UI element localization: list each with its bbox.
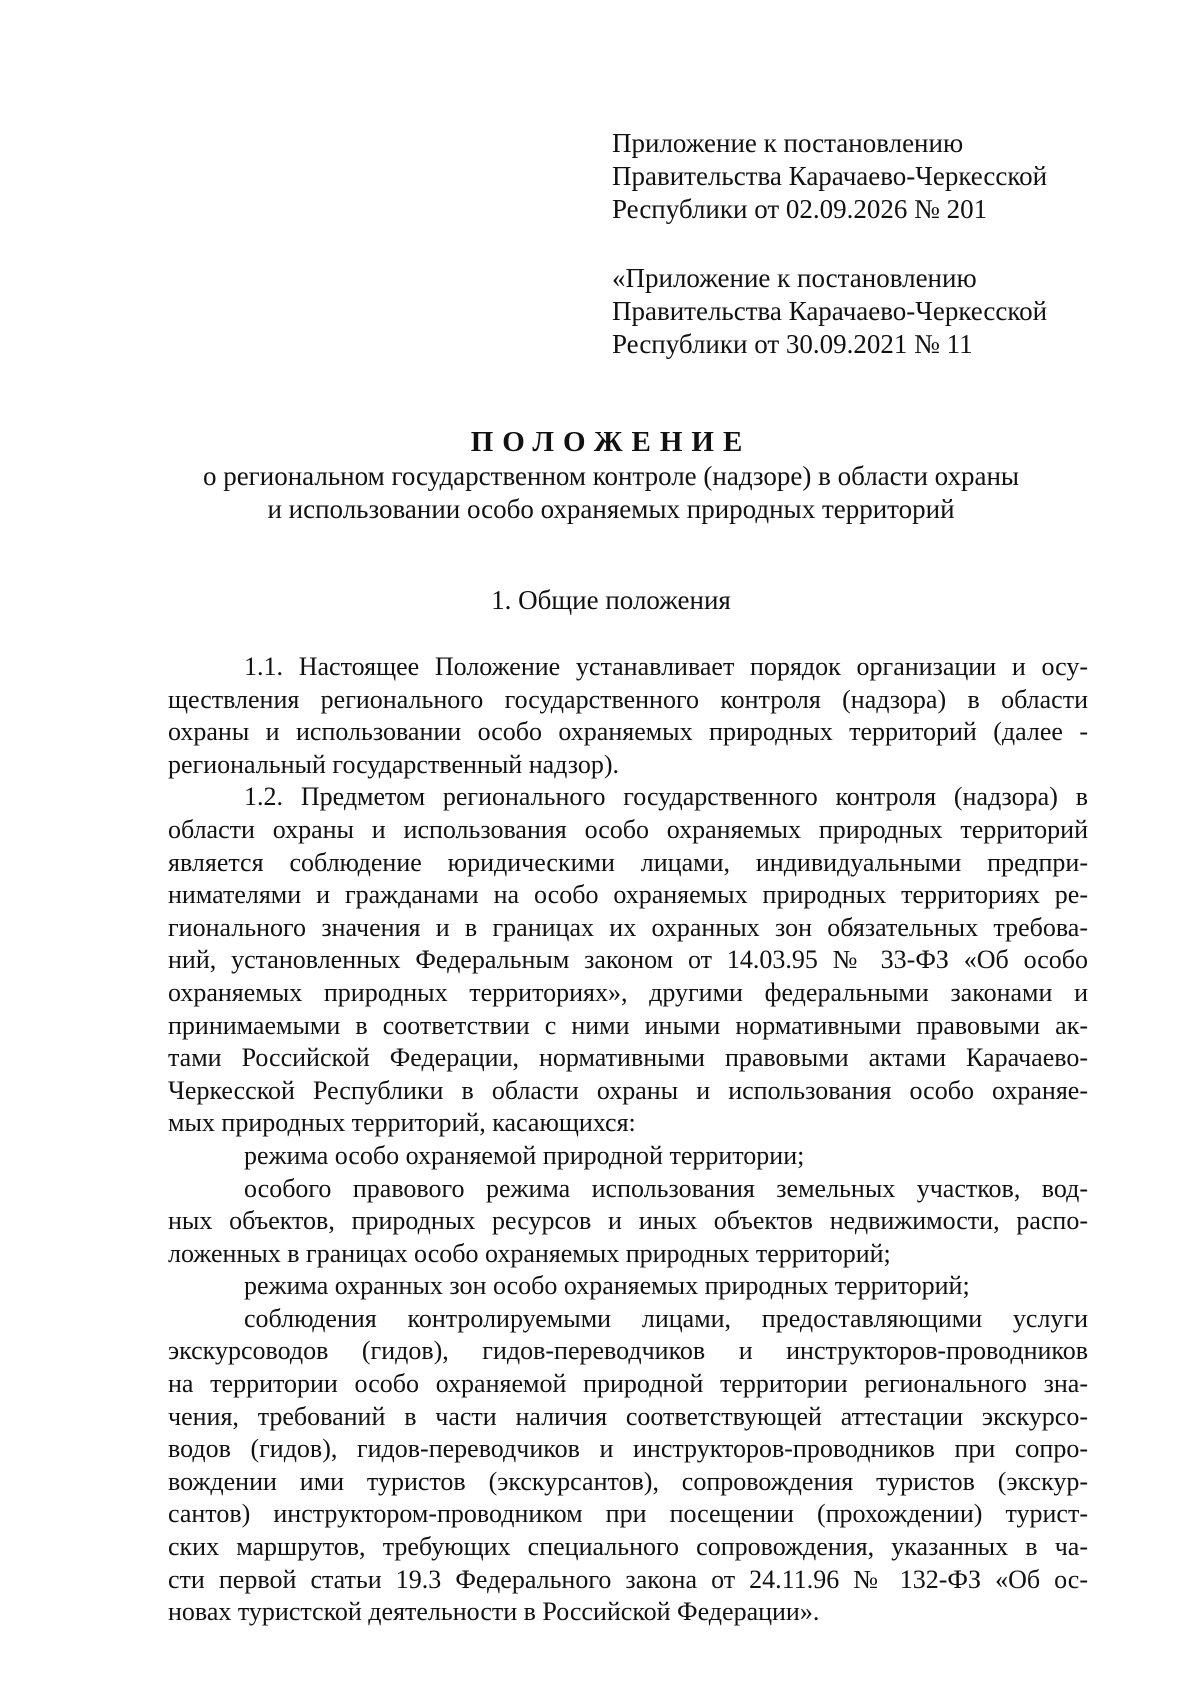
attachment-line: Правительства Карачаево-Черкесской [612, 296, 1048, 326]
body-line: вождении ими туристов (экскурсантов), сопровождения туристов (экскур- [168, 1466, 1088, 1496]
body-line: соблюдения контролируемыми лицами, предоставляющими услуги [244, 1303, 1088, 1333]
body-line: особого правового режима использования земельных участков, вод- [244, 1173, 1088, 1203]
body-line: режима охранных зон особо охраняемых природных территорий; [244, 1271, 970, 1301]
document-title: ПОЛОЖЕНИЕ [470, 426, 752, 458]
body-line: чения, требований в части наличия соответствующей аттестации экскурсо- [168, 1401, 1088, 1431]
attachment-note-current [612, 127, 1047, 226]
body-line: нимателями и гражданами на особо охраняемых природных территориях ре- [168, 880, 1088, 910]
document-title-block [150, 424, 1072, 526]
body-line: региональный государственный надзор). [168, 749, 619, 779]
attachment-line: Республики от 30.09.2021 № 11 [612, 329, 973, 359]
attachment-line: Правительства Карачаево-Черкесской [612, 161, 1048, 191]
attachment-line: «Приложение к постановлению [612, 263, 977, 293]
attachment-note-previous [612, 262, 1047, 361]
body-line: сантов) инструктором-проводником при посещении (прохождении) турист- [168, 1499, 1088, 1529]
body-line: на территории особо охраняемой природной территории регионального зна- [168, 1369, 1088, 1399]
section-body [168, 651, 1088, 1629]
body-line: 1.1. Настоящее Положение устанавливает порядок организации и осу- [244, 652, 1088, 681]
subtitle-line: о региональном государственном контроле (надзоре) в области охраны [202, 461, 1020, 491]
body-line: экскурсоводов (гидов), гидов-переводчиков и инструкторов-проводников [168, 1336, 1088, 1366]
body-line: принимаемыми в соответствии с ними иными нормативными правовыми ак- [168, 1010, 1088, 1040]
attachment-line: Республики от 02.09.2026 № 201 [612, 194, 988, 224]
body-line: ложенных в границах особо охраняемых природных территорий; [168, 1238, 891, 1268]
subtitle-line: и использовании особо охраняемых природных территорий [267, 494, 955, 524]
attachment-line: Приложение к постановлению [612, 128, 964, 158]
body-line: охраны и использовании особо охраняемых природных территорий (далее - [168, 717, 1088, 747]
body-line: является соблюдение юридическими лицами, индивидуальными предпри- [168, 847, 1088, 877]
body-line: мых природных территорий, касающихся: [168, 1108, 636, 1138]
body-line: области охраны и использования особо охраняемых природных территорий [168, 814, 1088, 844]
body-line: водов (гидов), гидов-переводчиков и инструкторов-проводников при сопро- [168, 1434, 1088, 1464]
body-line: гионального значения и в границах их охранных зон обязательных требова- [168, 912, 1088, 942]
body-line: новах туристской деятельности в Российской Федерации». [168, 1597, 820, 1627]
body-line: режима особо охраняемой природной территории; [244, 1140, 805, 1170]
body-line: ний, установленных Федеральным законом от 14.03.95 № 33-ФЗ «Об особо [168, 945, 1088, 975]
body-line: Черкесской Республики в области охраны и использования особо охраняе- [168, 1075, 1088, 1105]
section-heading: 1. Общие положения [491, 585, 731, 615]
document-subtitle [150, 460, 1072, 526]
body-line: ществления регионального государственного контроля (надзора) в области [168, 684, 1088, 714]
body-line: тами Российской Федерации, нормативными правовыми актами Карачаево- [168, 1043, 1088, 1073]
body-line: сти первой статьи 19.3 Федерального закона от 24.11.96 № 132-ФЗ «Об ос- [168, 1564, 1088, 1594]
body-line: 1.2. Предметом регионального государственного контроля (надзора) в [244, 782, 1088, 812]
body-line: ских маршрутов, требующих специального сопровождения, указанных в ча- [168, 1532, 1088, 1562]
body-line: охраняемых природных территориях», другими федеральными законами и [168, 977, 1088, 1007]
body-line: ных объектов, природных ресурсов и иных объектов недвижимости, распо- [168, 1206, 1088, 1236]
